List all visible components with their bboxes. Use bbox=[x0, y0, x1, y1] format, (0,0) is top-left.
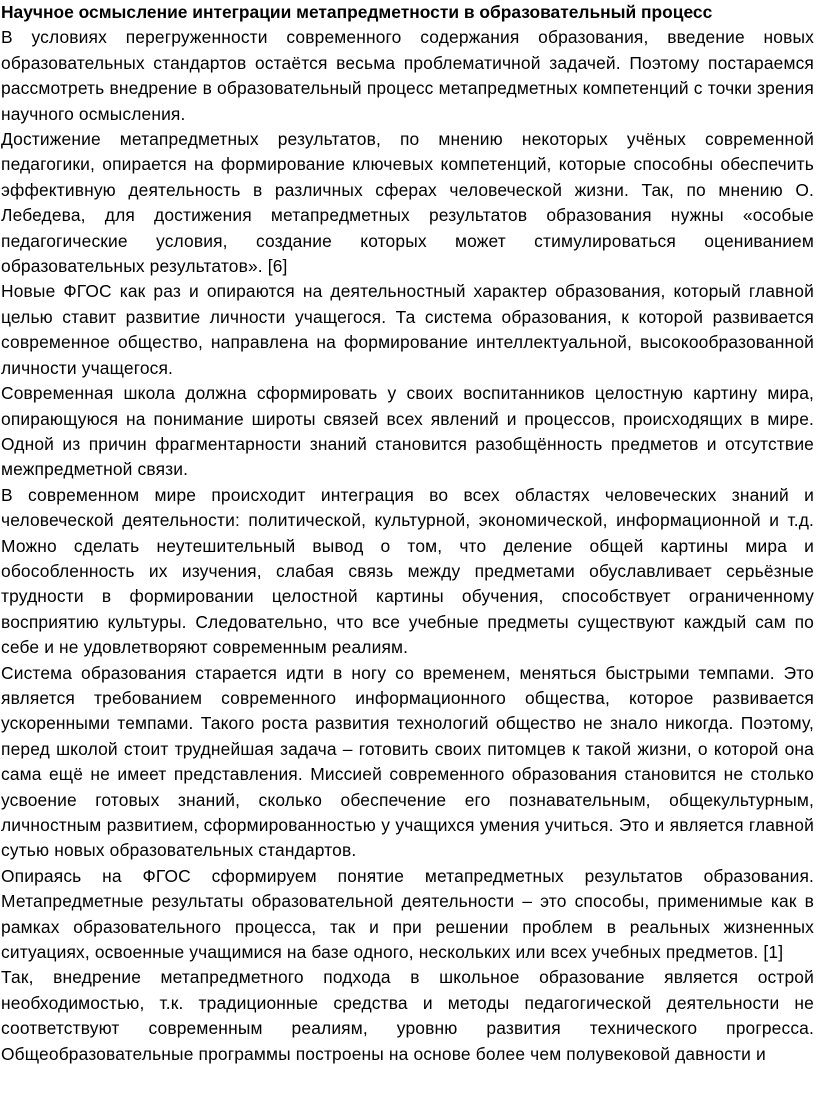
paragraph-3: Новые ФГОС как раз и опираются на деятельностный характер образования, который главной целью ставит развитие личности учащегося. Та система образования, к которой развивается современное общество, направлена на формирование интеллектуальной, высокообразованной личности учащегося. bbox=[1, 281, 814, 378]
document-title: Научное осмысление интеграции метапредметности в образовательный процесс bbox=[1, 2, 713, 22]
paragraph-2: Достижение метапредметных результатов, по мнению некоторых учёных современной педагогики, опирается на формирование ключевых компетенций, которые способны обеспечить эффективную деятельность в различных сферах человеческой жизни. Так, по мнению О. Лебедева, для достижения метапредметных результатов образования нужны «особые педагогические условия, создание которых может стимулироваться оцениванием образовательных результатов». [6] bbox=[1, 129, 814, 277]
paragraph-1: В условиях перегруженности современного содержания образования, введение новых образовательных стандартов остаётся весьма проблематичной задачей. Поэтому постараемся рассмотреть внедрение в образовательный процесс метапредметных компетенций с точки зрения научного осмысления. bbox=[1, 27, 814, 124]
paragraph-7: Опираясь на ФГОС сформируем понятие метапредметных результатов образования. Метапредметные результаты образовательной деятельности – это способы, применимые как в рамках образовательного процесса, так и при решении проблем в реальных жизненных ситуациях, освоенные учащимися на базе одного, нескольких или всех учебных предметов. [1] bbox=[1, 865, 814, 963]
paragraph-4: Современная школа должна сформировать у своих воспитанников целостную картину мира, опирающуюся на понимание широты связей всех явлений и процессов, происходящих в мире. Одной из причин фрагментарности знаний становится разобщённость предметов и отсутствие межпредметной связи. bbox=[1, 383, 814, 480]
paragraph-6: Система образования старается идти в ногу со временем, меняться быстрыми темпами. Это является требованием современного информационного общества, которое развивается ускоренными темпами. Такого роста развития технологий общество не знало никогда. Поэтому, перед школой стоит труднейшая задача – готовить своих питомцев к такой жизни, о которой она сама ещё не имеет представления. Миссией современного образования становится не столько усвоение готовых знаний, сколько обеспечение его познавательным, общекультурным, личностным развитием, сформированностью у учащихся умения учиться. Это и является главной сутью новых образовательных стандартов. bbox=[1, 662, 814, 861]
paragraph-8: Так, внедрение метапредметного подхода в школьное образование является острой необходимостью, т.к. традиционные средства и методы педагогической деятельности не соответствуют современным реалиям, уровню развития технического прогресса. Общеобразовательные программы построены на основе более чем полувековой давности и bbox=[1, 967, 814, 1064]
paragraph-5: В современном мире происходит интеграция во всех областях человеческих знаний и человеческой деятельности: политической, культурной, экономической, информационной и т.д. Можно сделать неутешительный вывод о том, что деление общей картины мира и обособленность их изучения, слабая связь между предметами обуславливает серьёзные трудности в формировании целостной картины обучения, способствует ограниченному восприятию культуры. Следовательно, что все учебные предметы существуют каждый сам по себе и не удовлетворяют современным реалиям. bbox=[1, 484, 814, 658]
